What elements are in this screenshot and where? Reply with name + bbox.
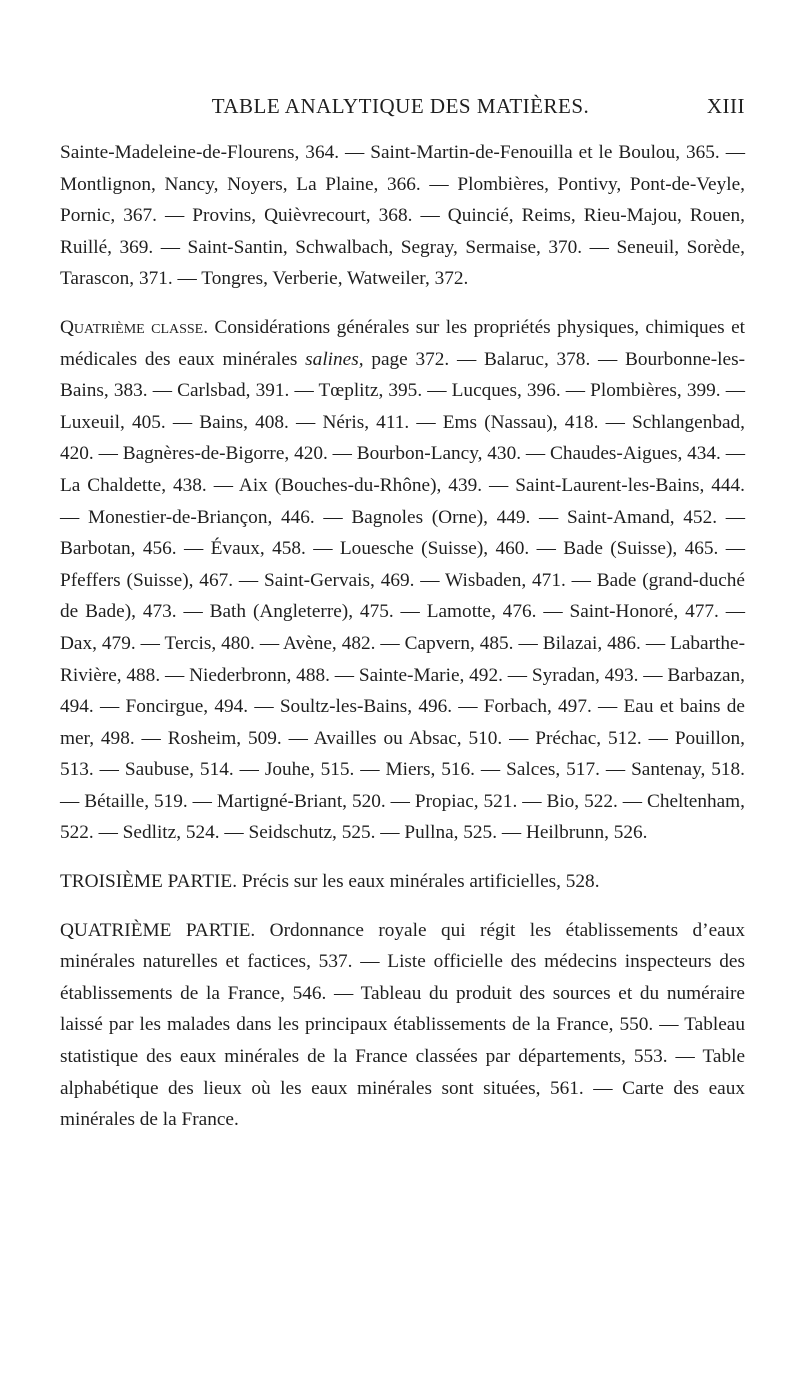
running-header (0, 94, 801, 122)
paragraph-text: Précis sur les eaux minérales artificielles, 528. (241, 871, 600, 893)
page-number: XIII (706, 94, 745, 118)
paragraph-third-class-continued (60, 137, 745, 295)
paragraph-third-part (60, 866, 745, 898)
paragraph-text: page 372. — Balaruc, 378. — Bourbonne-les-Bains, 383. — Carlsbad, 391. — Tœplitz, 395. — Lucques, 396. — Plombières, 399. — Luxeuil, 405. — Bains, 408. — Néris, 411. — Ems (Nassau), 418. — Schlangenbad, 420. — Bagnères-de-Bigorre, 420. — Bourbon-Lancy, 430. — Chaudes-Aigues, 434. — La Chaldette, 438. — Aix (Bouches-du-Rhône), 439. — Saint-Laurent-les-Bains, 444. — Monestier-de-Briançon, 446. — Bagnoles (Orne), 449. — Saint-Amand, 452. — Barbotan, 456. — Évaux, 458. — Louesche (Suisse), 460. — Bade (Suisse), 465. — Pfeffers (Suisse), 467. — Saint-Gervais, 469. — Wisbaden, 471. — Bade (grand-duché de Bade), 473. — Bath (Angleterre), 475. — Lamotte, 476. — Saint-Honoré, 477. — Dax, 479. — Tercis, 480. — Avène, 482. — Capvern, 485. — Bilazai, 486. — Labarthe-Rivière, 488. — Niederbronn, 488. — Sainte-Marie, 492. — Syradan, 493. — Barbazan, 494. — Foncirgue, 494. — Soultz-les-Bains, 496. — Forbach, 497. — Eau et bains de mer, 498. — Rosheim, 509. — Availles ou Absac, 510. — Préchac, 512. — Pouillon, 513. — Saubuse, 514. — Jouhe, 515. — Miers, 516. — Salces, 517. — Santenay, 518. — Bétaille, 519. — Martigné-Briant, 520. — Propiac, 521. — Bio, 522. — Cheltenham, 522. — Sedlitz, 524. — Seidschutz, 525. — Pullna, 525. — Heilbrunn, 526. (60, 348, 746, 844)
running-title: TABLE ANALYTIQUE DES MATIÈRES. (211, 94, 590, 118)
paragraph-fourth-class (60, 312, 745, 849)
italic-term: salines, (305, 348, 364, 370)
paragraph-text: Considérations générales sur les propriétés physiques, chimiques et médicales des eaux minérales (60, 316, 745, 370)
paragraph-text: Sainte-Madeleine-de-Flourens, 364. — Saint-Martin-de-Fenouilla et le Boulou, 365. — Montlignon, Nancy, Noyers, La Plaine, 366. — Plombières, Pontivy, Pont-de-Veyle, Pornic, 367. — Provins, Quièvrecourt, 368. — Quincié, Reims, Rieu-Majou, Rouen, Ruillé, 369. — Saint-Santin, Schwalbach, Segray, Sermaise, 370. — Seneuil, Sorède, Tarascon, 371. — Tongres, Verberie, Watweiler, 372. (60, 142, 745, 290)
section-lead: Quatrième classe. (60, 316, 209, 338)
paragraph-text: Ordonnance royale qui régit les établissements d’eaux minérales naturelles et factices, 537. — Liste officielle des médecins inspecteurs des établissements de la France, 546. — Tableau du produit des sources et du numéraire laissé par les malades dans les principaux établissements de la France, 550. — Tableau statistique des eaux minérales de la France classées par départements, 553. — Table alphabétique des lieux où les eaux minérales sont situées, 561. — Carte des eaux minérales de la France. (60, 919, 746, 1131)
page-body (60, 137, 745, 1153)
paragraph-fourth-part (60, 915, 745, 1136)
section-lead: QUATRIÈME PARTIE. (60, 919, 256, 941)
section-lead: TROISIÈME PARTIE. (60, 871, 238, 893)
